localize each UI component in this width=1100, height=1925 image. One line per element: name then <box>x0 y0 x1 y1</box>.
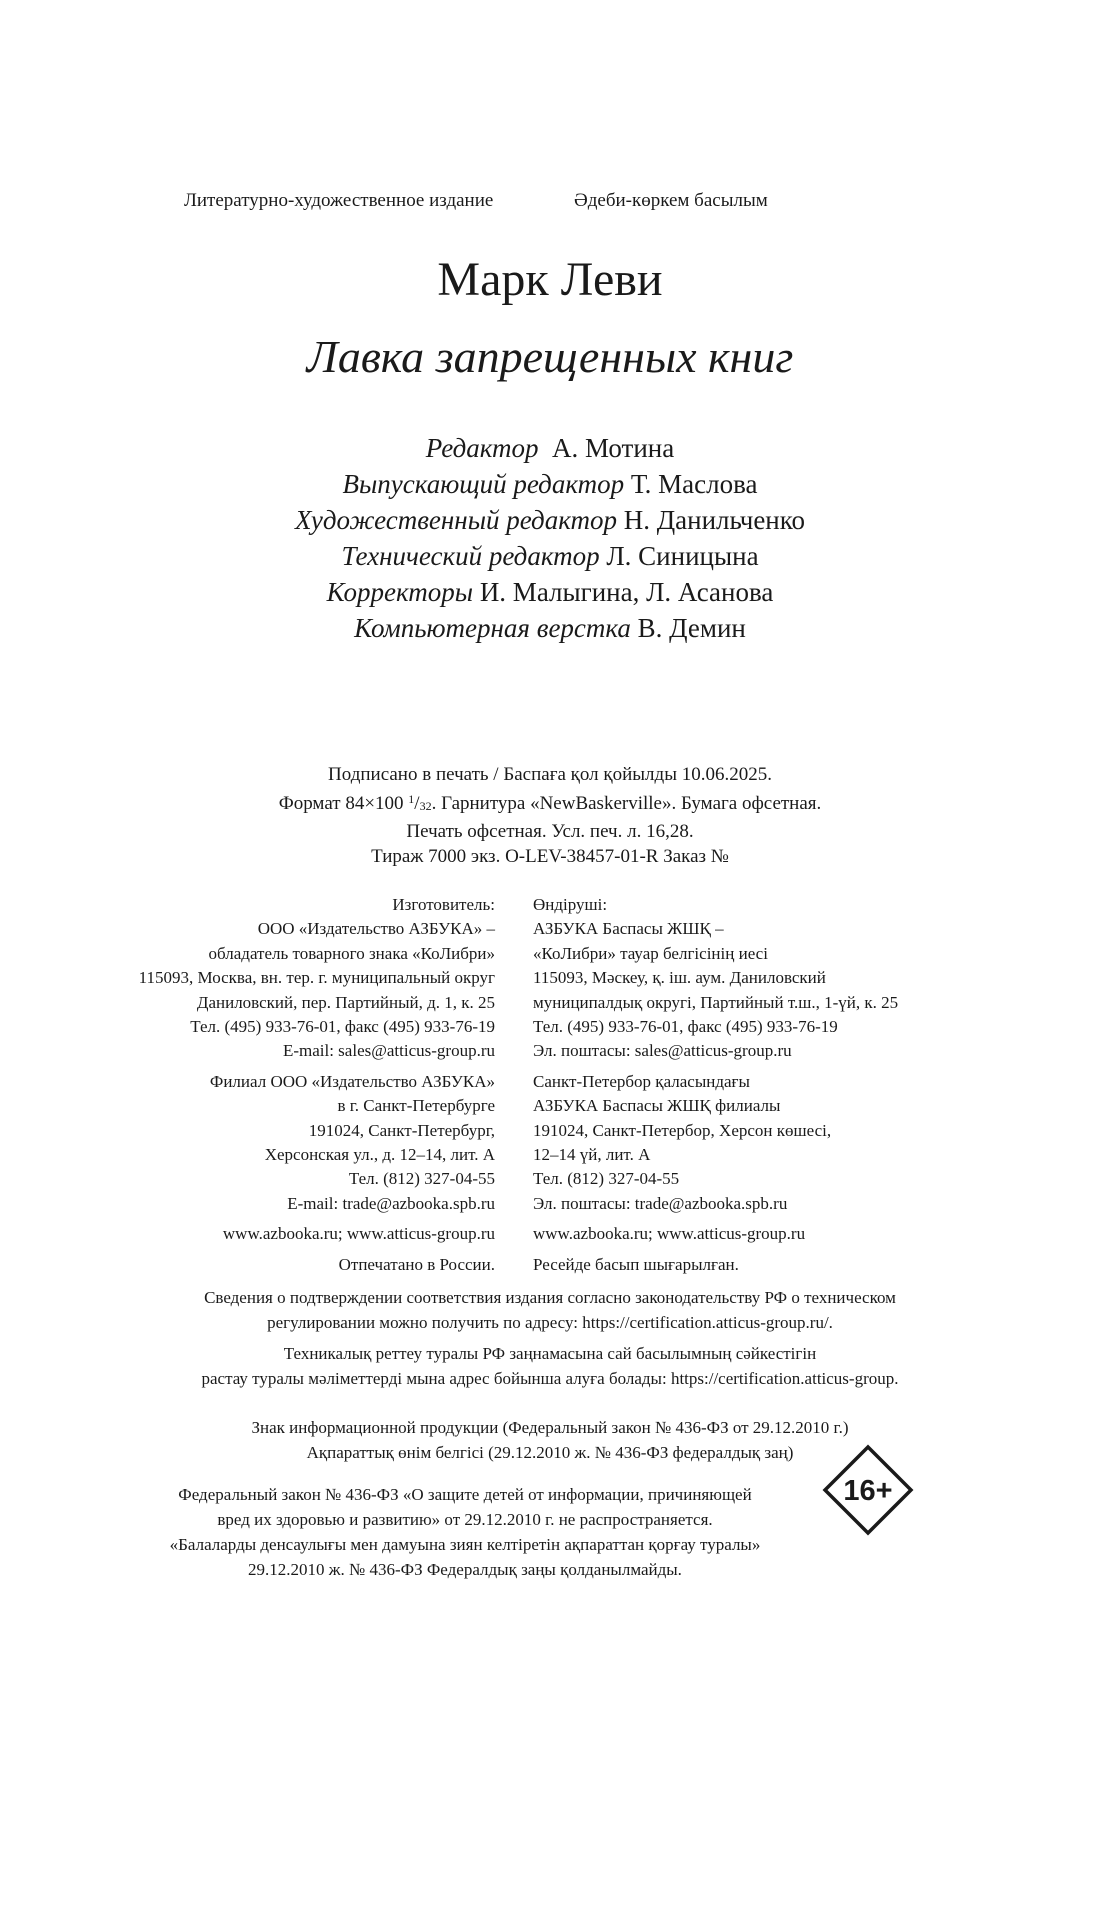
edition-type-kz: Әдеби-көркем басылым <box>574 190 768 211</box>
age-rating-label: 16+ <box>843 1475 893 1507</box>
branch-ru-line: Херсонская ул., д. 12–14, лит. А <box>264 1145 495 1165</box>
format-suffix: . Гарнитура «NewBaskerville». Бумага офсетная. <box>431 793 822 814</box>
edition-type-ru: Литературно-художественное издание <box>184 190 494 211</box>
branch-kz-line: АЗБУКА Баспасы ЖШҚ филиалы <box>533 1096 781 1116</box>
law-notice <box>160 1482 770 1582</box>
credit-line <box>0 574 1100 610</box>
manufacturer-ru <box>139 893 495 1277</box>
format-numerator: 1 <box>408 792 415 806</box>
info-sign-line: Ақпараттық өнім белгісі (29.12.2010 ж. № 436-ФЗ федералдық заң) <box>306 1443 794 1462</box>
branch-kz-email: Эл. поштасы: trade@azbooka.spb.ru <box>533 1193 788 1213</box>
mfr-ru-line: 115093, Москва, вн. тер. г. муниципальный округ <box>138 968 495 988</box>
book-title: Лавка запрещенных книг <box>306 331 794 382</box>
credit-role: Редактор <box>425 433 539 463</box>
mfr-kz-line: муниципалдық округі, Партийный т.ш., 1-үй, к. 25 <box>533 992 899 1012</box>
branch-ru-line: Тел. (812) 327-04-55 <box>348 1169 495 1189</box>
credit-line <box>0 466 1100 502</box>
author-name: Марк Леви <box>437 253 663 306</box>
branch-kz-line: Тел. (812) 327-04-55 <box>533 1169 680 1189</box>
credit-line <box>0 430 1100 466</box>
branch-ru-line: Филиал ООО «Издательство АЗБУКА» <box>209 1071 495 1091</box>
credit-name: И. Малыгина, Л. Асанова <box>479 577 774 607</box>
mfr-kz-line: Өндіруші: <box>533 895 608 914</box>
credit-name: Н. Данильченко <box>623 505 806 535</box>
credits <box>0 430 1100 646</box>
signed-to-print: Подписано в печать / Баспаға қол қойылды 10.06.2025. <box>328 764 772 785</box>
certification-kz <box>0 1341 1100 1391</box>
branch-ru-line: в г. Санкт-Петербурге <box>337 1096 495 1116</box>
format-prefix: Формат 84×100 <box>278 793 404 814</box>
credit-role: Выпускающий редактор <box>342 469 625 499</box>
credit-role: Технический редактор <box>341 541 600 571</box>
format-denominator: 32 <box>419 799 432 813</box>
credit-line <box>0 538 1100 574</box>
mfr-kz-line: АЗБУКА Баспасы ЖШҚ – <box>533 919 724 939</box>
websites-ru: www.azbooka.ru; www.atticus-group.ru <box>222 1224 495 1244</box>
law-line: «Балаларды денсаулығы мен дамуына зиян келтіретін ақпараттан қорғау туралы» <box>169 1535 761 1554</box>
format-line: Формат 84×100 $^1/_{32}$. Гарнитура «NewBaskerville». Бумага офсетная. <box>278 792 822 814</box>
law-line: вред их здоровью и развитию» от 29.12.2010 г. не распространяется. <box>217 1510 713 1529</box>
printed-in-kz: Ресейде басып шығарылған. <box>533 1254 739 1274</box>
info-sign-line: Знак информационной продукции (Федеральный закон № 436-ФЗ от 29.12.2010 г.) <box>251 1418 849 1437</box>
websites-kz: www.azbooka.ru; www.atticus-group.ru <box>533 1224 806 1244</box>
law-line: 29.12.2010 ж. № 436-ФЗ Федералдық заңы қолданылмайды. <box>248 1560 682 1579</box>
branch-kz-line: 191024, Санкт-Петербор, Херсон көшесі, <box>533 1120 832 1140</box>
print-run: Тираж 7000 экз. O-LEV-38457-01-R Заказ № <box>371 846 729 867</box>
mfr-kz-line: «КоЛибри» тауар белгісінің иесі <box>533 943 768 963</box>
mfr-kz-email: Эл. поштасы: sales@atticus-group.ru <box>533 1041 792 1061</box>
certification-ru-line: регулировании можно получить по адресу: https://certification.atticus-group.ru/. <box>267 1313 833 1332</box>
branch-kz-line: 12–14 үй, лит. А <box>533 1145 651 1165</box>
certification-ru <box>0 1285 1100 1335</box>
mfr-ru-line: Даниловский, пер. Партийный, д. 1, к. 25 <box>196 992 495 1012</box>
manufacturer-kz <box>533 893 898 1277</box>
print-info: Печать офсетная. Усл. печ. л. 16,28. <box>406 821 694 842</box>
credit-name: А. Мотина <box>552 433 675 463</box>
certification-kz-line: растау туралы мәліметтерді мына адрес бойынша алуға болады: https://certification.atticus-group. <box>201 1369 899 1388</box>
certification-ru-line: Сведения о подтверждении соответствия издания согласно законодательству РФ о техническом <box>204 1288 896 1307</box>
mfr-kz-line: 115093, Мәскеу, қ. іш. аум. Даниловский <box>533 968 826 988</box>
info-product-sign <box>0 1415 1100 1465</box>
law-line: Федеральный закон № 436-ФЗ «О защите детей от информации, причиняющей <box>178 1485 752 1504</box>
credit-role: Художественный редактор <box>294 505 617 535</box>
mfr-ru-line: ООО «Издательство АЗБУКА» – <box>257 919 495 939</box>
credit-name: Л. Синицына <box>606 541 759 571</box>
credit-line <box>0 502 1100 538</box>
mfr-ru-email: E-mail: sales@atticus-group.ru <box>282 1041 495 1061</box>
credit-role: Компьютерная верстка <box>354 613 631 643</box>
branch-ru-email: E-mail: trade@azbooka.spb.ru <box>287 1193 495 1213</box>
credit-line <box>0 610 1100 646</box>
certification-kz-line: Техникалық реттеу туралы РФ заңнамасына сай басылымның сәйкестігін <box>283 1344 817 1363</box>
credit-name: В. Демин <box>637 613 746 643</box>
age-rating-badge <box>822 1444 914 1536</box>
mfr-ru-line: обладатель товарного знака «КоЛибри» <box>208 943 495 963</box>
branch-ru-line: 191024, Санкт-Петербург, <box>308 1120 495 1140</box>
mfr-ru-line: Изготовитель: <box>392 895 495 914</box>
imprint <box>0 762 1100 869</box>
printed-in-ru: Отпечатано в России. <box>338 1254 495 1274</box>
mfr-kz-line: Тел. (495) 933-76-01, факс (495) 933-76-19 <box>533 1017 838 1037</box>
mfr-ru-line: Тел. (495) 933-76-01, факс (495) 933-76-19 <box>190 1017 495 1037</box>
credit-role: Корректоры <box>326 577 474 607</box>
branch-kz-line: Санкт-Петербор қаласындағы <box>533 1071 750 1091</box>
credit-name: Т. Маслова <box>630 469 758 499</box>
